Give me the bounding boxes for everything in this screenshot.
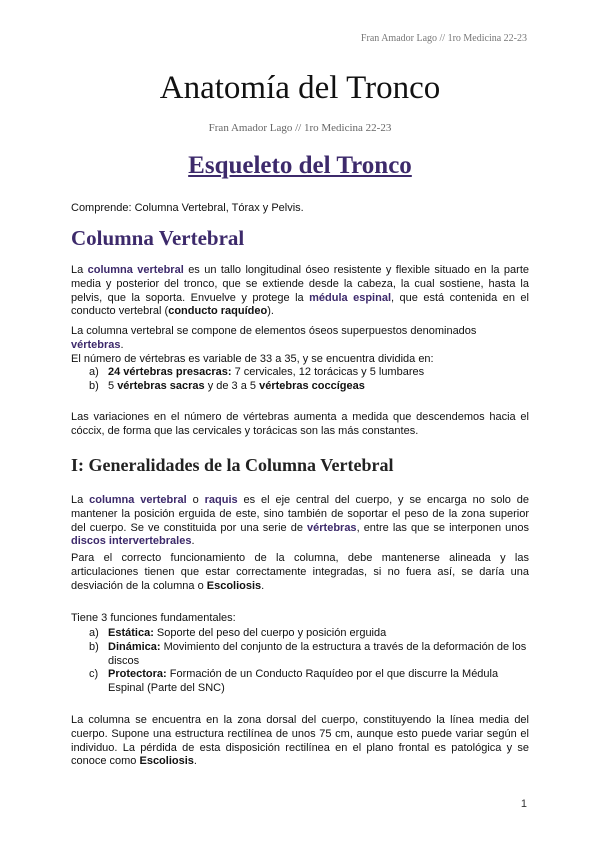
document-subtitle: Fran Amador Lago // 1ro Medicina 22-23 [208,122,392,134]
list-item: b) Dinámica: Movimiento del conjunto de la estructura a través de la deformación de los discos [89,640,527,667]
funciones-intro: Tiene 3 funciones fundamentales: [71,612,236,624]
term-conducto-raquideo: conducto raquídeo [168,305,268,318]
generalidades-paragraph-3: La columna se encuentra en la zona dorsal del cuerpo, constituyendo la línea media del cuerpo. Supone una estructura rectilínea de unos 75 cm, aunque esto puede variar según el individuo. La pérdida de esta disposición rectilínea en el plano frontal es patológica y se conoce como Escoliosis. [71,714,529,768]
running-header: Fran Amador Lago // 1ro Medicina 22-23 [360,33,527,44]
term-vertebras: vértebras [71,338,121,351]
term-medula-espinal: médula espinal [309,291,391,304]
heading-generalidades: I: Generalidades de la Columna Vertebral [71,455,394,475]
list-item: c) Protectora: Formación de un Conducto Raquídeo por el que discurre la Médula Espinal (Parte del SNC) [89,668,499,695]
term-columna-vertebral: columna vertebral [89,494,187,506]
document-title: Anatomía del Tronco [159,70,441,106]
term-raquis: raquis [204,494,238,506]
term-escoliosis: Escoliosis [139,755,194,768]
page-number: 1 [520,798,527,810]
heading-columna-vertebral: Columna Vertebral [71,226,245,250]
term-vertebras: vértebras [307,521,357,534]
term-escoliosis: Escoliosis [206,579,262,592]
term-discos-intervertebrales: discos intervertebrales [71,535,192,548]
list-item: a) Estática: Soporte del peso del cuerpo y posición erguida [89,627,387,639]
intro-paragraph: Comprende: Columna Vertebral, Tórax y Pelvis. [71,202,304,214]
generalidades-paragraph-2: Para el correcto funcionamiento de la columna, debe mantenerse alineada y las articulaciones tienen que estar correctamente integradas, si no fuera así, se daría una desviación de la columna o Escoliosis. [71,552,529,592]
list-item: b) 5 vértebras sacras y de 3 a 5 vértebras coccígeas [89,379,365,392]
generalidades-paragraph-1: La columna vertebral o raquis es el eje central del cuerpo, y se encarga no solo de mantener la posición erguida de este, sino también de soportar el peso de la zona superior del cuerpo. Se ve constituida por una serie de vértebras, entre las que se interponen unos discos intervertebrales. [71,494,529,548]
vertebras-list [71,366,529,394]
section-title: Esqueleto del Tronco [188,152,412,179]
columna-paragraph-1: La columna vertebral es un tallo longitudinal óseo resistente y flexible situado en la parte media y posterior del tronco, que se extiende desde la cabeza, la cual sostiene, hasta la pelvis, que la soporta. Envuelve y protege la médula espinal, que está contenida en el conducto vertebral (conducto raquídeo). [71,264,529,318]
term-columna-vertebral: columna vertebral [87,264,184,276]
funciones-list [71,627,529,696]
list-item: a) 24 vértebras presacras: 7 cervicales, 12 torácicas y 5 lumbares [89,366,425,378]
columna-paragraph-3: Las variaciones en el número de vértebras aumenta a medida que descendemos hacia el cóccix, de forma que las cervicales y torácicas son las más constantes. [71,411,529,437]
columna-paragraph-2: La columna vertebral se compone de elementos óseos superpuestos denominados vértebras. El número de vértebras es variable de 33 a 35, y se encuentra dividida en: [71,325,477,365]
